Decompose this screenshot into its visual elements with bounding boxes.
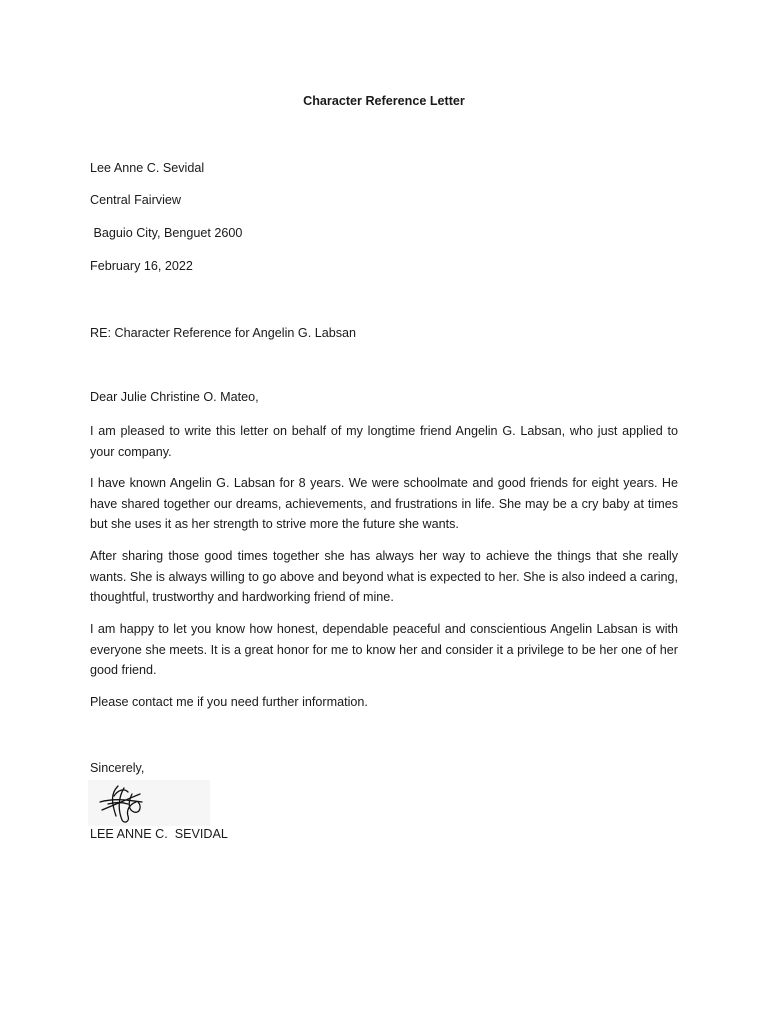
- letter-title: Character Reference Letter: [303, 94, 465, 108]
- letter-date: February 16, 2022: [90, 259, 193, 273]
- body-paragraph: After sharing those good times together she has always her way to achieve the things that she really wants. She is always willing to go above and beyond what is expected to her. She is also indeed a caring, thoughtful, trustworthy and hardworking friend of mine.: [90, 549, 678, 604]
- sender-address-line2: Baguio City, Benguet 2600: [90, 226, 243, 240]
- signature-name: LEE ANNE C. SEVIDAL: [90, 827, 228, 841]
- sender-address-line1: Central Fairview: [90, 193, 181, 207]
- handwritten-signature: [88, 780, 210, 826]
- subject-line: RE: Character Reference for Angelin G. Labsan: [90, 326, 357, 340]
- closing: Sincerely,: [90, 761, 145, 775]
- body-paragraph: I am happy to let you know how honest, dependable peaceful and conscientious Angelin Labsan is with everyone she meets. It is a great honor for me to know her and consider it a privilege to be her one of her good friend.: [90, 622, 678, 677]
- body-paragraph: I am pleased to write this letter on behalf of my longtime friend Angelin G. Labsan, who just applied to your company.: [90, 424, 678, 459]
- salutation: Dear Julie Christine O. Mateo,: [90, 390, 259, 404]
- body-paragraph: Please contact me if you need further information.: [90, 695, 368, 709]
- sender-name: Lee Anne C. Sevidal: [90, 161, 205, 175]
- body-paragraph: I have known Angelin G. Labsan for 8 years. We were schoolmate and good friends for eight years. He have shared together our dreams, achievements, and frustrations in life. She may be a cry baby at times but she uses it as her strength to strive more the future she wants.: [90, 476, 678, 531]
